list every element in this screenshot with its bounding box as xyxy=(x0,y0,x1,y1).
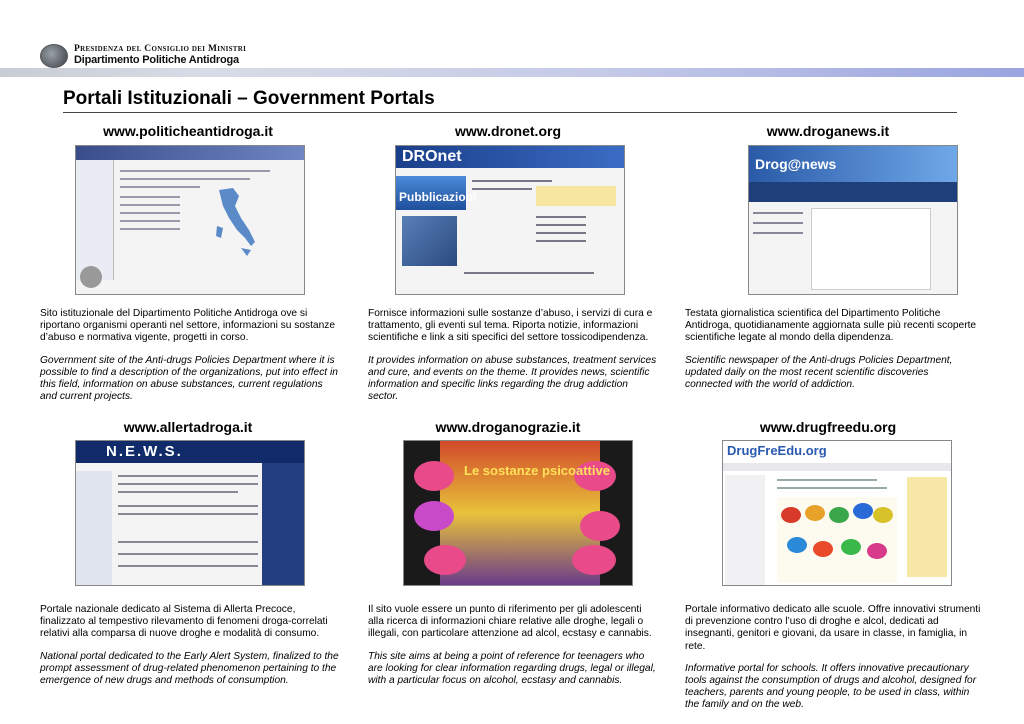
description-italian: Il sito vuole essere un punto di riferimento per gli adolescenti alla ricerca di informazioni chiare relative alle droghe, legali o illegali, con particolare attenzione ad alcol, ecstasy e cannabis. xyxy=(368,604,652,640)
text-line xyxy=(120,220,180,222)
portal-url-politicheantidroga[interactable]: www.politicheantidroga.it xyxy=(103,123,273,139)
drugfreedu-logo: DrugFreEdu.org xyxy=(727,443,827,458)
info-box xyxy=(907,477,947,577)
department-name: Dipartimento Politiche Antidroga xyxy=(74,54,239,66)
description-italian: Portale nazionale dedicato al Sistema di Allerta Precoce, finalizzato al tempestivo rilevamento di fenomeni droga-correlati relativi alla comparsa di nuove droghe e modalità di consumo. xyxy=(40,604,328,640)
portal-url-drugfreedu[interactable]: www.drugfreedu.org xyxy=(759,419,897,435)
text-line xyxy=(472,188,532,190)
portal-url-droganograzie[interactable]: www.droganograzie.it xyxy=(435,419,581,435)
highlight-box xyxy=(536,186,616,206)
portal-description-politicheantidroga xyxy=(40,308,340,413)
text-line xyxy=(120,204,180,206)
screenshot-droganograzie xyxy=(403,440,633,586)
text-line xyxy=(118,565,258,567)
badge-shape xyxy=(572,545,616,575)
text-line xyxy=(120,186,200,188)
description-english: Informative portal for schools. It offers innovative precautionary tools against the consumption of drugs and alcohol, designed for teachers, parents and young people, to be used in class, within the family and on the web. xyxy=(685,662,977,711)
badge-shape xyxy=(580,511,620,541)
screenshot-droganews xyxy=(748,145,958,295)
portal-description-allertadroga xyxy=(40,604,340,697)
description-english: This site aims at being a point of reference for teenagers who are looking for clear information regarding drugs, legal or illegal, with a particular focus on alcohol, ecstasy and cannabis. xyxy=(368,650,656,687)
text-line xyxy=(118,505,258,507)
description-italian: Portale informativo dedicato alle scuole. Offre innovativi strumenti di prevenzione contro l’uso di droghe e alcol, dedicati ad insegnanti, genitori e giovani, da usare in classe, in famiglia, in rete. xyxy=(685,604,981,652)
portal-description-drugfreedu xyxy=(685,604,981,722)
text-line xyxy=(753,232,803,234)
text-line xyxy=(777,487,887,489)
portal-url-allertadroga[interactable]: www.allertadroga.it xyxy=(123,419,253,435)
screenshot-politicheantidroga xyxy=(75,145,305,295)
site-nav-bar xyxy=(749,182,957,202)
article-image xyxy=(402,216,457,266)
screenshot-allertadroga xyxy=(75,440,305,586)
organization-name: Presidenza del Consiglio dei Ministri xyxy=(74,44,247,54)
text-line xyxy=(120,196,180,198)
partner-logos-column xyxy=(262,463,304,585)
text-line xyxy=(118,475,258,477)
badge-shape xyxy=(414,461,454,491)
text-line xyxy=(464,272,594,274)
text-line xyxy=(118,483,258,485)
text-line xyxy=(118,491,238,493)
site-header-bar xyxy=(76,146,304,160)
site-sidebar xyxy=(76,160,114,280)
portal-url-dronet[interactable]: www.dronet.org xyxy=(454,123,562,139)
publications-label: Pubblicazioni xyxy=(399,190,477,204)
text-line xyxy=(118,541,258,543)
screenshot-dronet xyxy=(395,145,625,295)
header-gradient-bar xyxy=(0,68,1024,77)
italy-map-icon xyxy=(211,186,261,261)
text-line xyxy=(118,553,258,555)
page-header xyxy=(0,0,1024,80)
government-emblem-icon xyxy=(40,44,68,68)
title-divider xyxy=(63,112,957,113)
badge-shape xyxy=(424,545,466,575)
text-line xyxy=(120,170,270,172)
text-line xyxy=(777,479,877,481)
description-english: National portal dedicated to the Early Alert System, finalized to the prompt assessment of drug-related phenomenon pertaining to the emergence of new drugs and methods of consumption. xyxy=(40,650,339,687)
site-sidebar xyxy=(725,475,765,585)
text-line xyxy=(536,232,586,234)
page-title: Portali Istituzionali – Government Portals xyxy=(63,88,435,109)
text-line xyxy=(536,240,586,242)
description-italian: Testata giornalistica scientifica del Dipartimento Politiche Antidroga, quotidianamente aggiornata sulle più recenti scoperte scientifiche legate al mondo della dipendenza. xyxy=(685,308,977,344)
portal-description-droganograzie xyxy=(368,604,660,697)
news-logo: N.E.W.S. xyxy=(106,443,183,460)
text-line xyxy=(120,178,250,180)
badge-shape xyxy=(414,501,454,531)
text-line xyxy=(472,180,552,182)
text-line xyxy=(753,222,803,224)
description-english: Scientific newspaper of the Anti-drugs Policies Department, updated daily on the most recent scientific discoveries connected with the world of addiction. xyxy=(685,354,953,391)
site-tabs xyxy=(723,463,951,471)
text-line xyxy=(536,216,586,218)
dronet-logo: DROnet xyxy=(402,148,462,165)
screenshot-drugfreedu xyxy=(722,440,952,586)
site-sidebar xyxy=(76,471,112,585)
text-line xyxy=(753,212,803,214)
description-italian: Sito istituzionale del Dipartimento Politiche Antidroga ove si riportano organismi operanti nel settore, informazioni su sostanze d’abuso e normativa vigente, progetti in corso. xyxy=(40,308,336,344)
description-italian: Fornisce informazioni sulle sostanze d’abuso, i servizi di cura e trattamento, gli eventi sul tema. Riporta notizie, informazioni scientifiche e link a siti specifici del settore tossicodipendenza. xyxy=(368,308,653,344)
text-line xyxy=(536,224,586,226)
text-line xyxy=(120,212,180,214)
seal-icon xyxy=(80,266,102,288)
description-english: It provides information on abuse substances, treatment services and cure, and events on the theme. It provides news, scientific information and specific links regarding the drug addiction sector. xyxy=(368,354,657,403)
text-line xyxy=(120,228,180,230)
portal-url-droganews[interactable]: www.droganews.it xyxy=(766,123,890,139)
brain-scans-image xyxy=(777,497,897,583)
droganews-logo: Drog@news xyxy=(755,156,837,172)
text-line xyxy=(118,513,258,515)
portal-description-dronet xyxy=(368,308,660,413)
portal-description-droganews xyxy=(685,308,977,401)
hero-title: Le sostanze psicoattive xyxy=(464,463,610,478)
description-english: Government site of the Anti-drugs Policies Department where it is possible to find a description of the organizations, put into effect in this field, information on abuse substances, current regulations and current projects. xyxy=(40,354,338,403)
bulletin-preview xyxy=(811,208,931,290)
